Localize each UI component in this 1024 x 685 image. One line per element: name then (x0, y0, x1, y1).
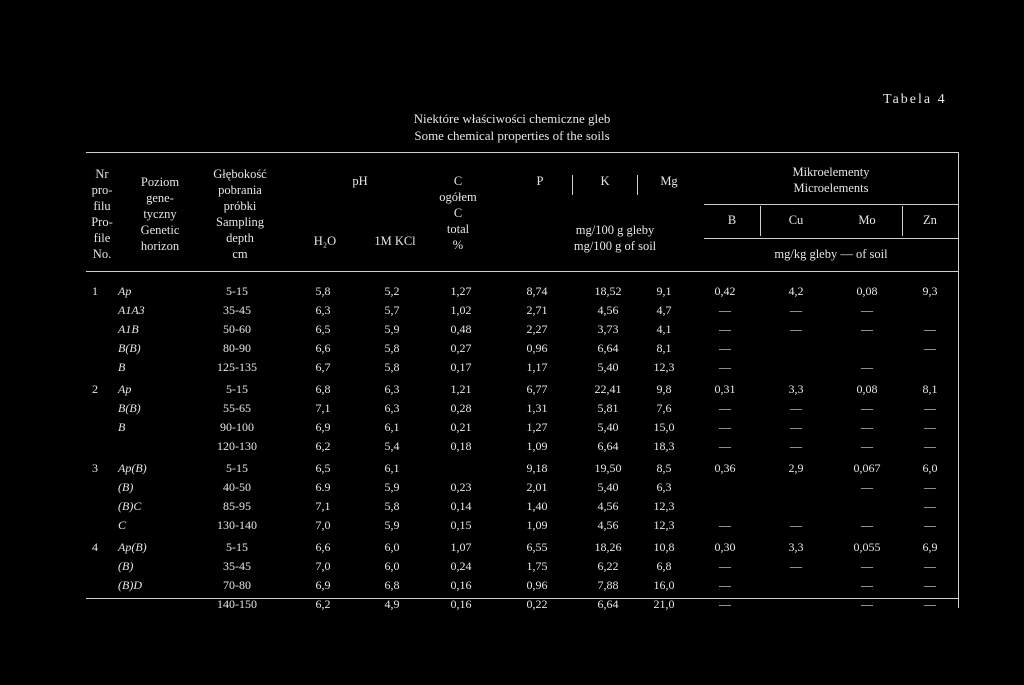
cell-k: 5,40 (597, 360, 619, 374)
cell-h2o: 6,6 (315, 540, 331, 554)
header-mg: Mg (660, 174, 678, 188)
cell-depth: 50-60 (223, 322, 251, 336)
cell-kcl: 6,3 (384, 401, 400, 415)
cell-nr (86, 478, 118, 497)
cell-c: 0,17 (450, 360, 472, 374)
cell-zn: 6,9 (922, 540, 938, 554)
cell-mo: — (861, 559, 873, 573)
cell-h2o: 6,9 (315, 420, 331, 434)
cell-zn: — (924, 518, 936, 532)
cell-mg: 10,8 (653, 540, 675, 554)
cell-zn: 8,1 (922, 382, 938, 396)
table-row (86, 282, 958, 301)
cell-cu: — (790, 439, 802, 453)
cell-horizon: B(B) (118, 341, 141, 355)
cell-depth: 35-45 (223, 559, 251, 573)
cell-nr (86, 418, 118, 437)
cell-b: 0,36 (714, 461, 736, 475)
cell-c: 0,16 (450, 597, 472, 611)
cell-p: 1,75 (526, 559, 548, 573)
cell-depth: 40-50 (223, 480, 251, 494)
cell-kcl: 5,8 (384, 360, 400, 374)
cell-b: — (719, 341, 731, 355)
right-border-rule (958, 152, 959, 608)
cell-b: — (719, 439, 731, 453)
cell-cu: — (790, 559, 802, 573)
cell-mo: 0,067 (853, 461, 881, 475)
cell-cu: — (790, 303, 802, 317)
cell-horizon: Ap(B) (118, 461, 147, 475)
header-microelements: Mikroelementy Microelements (792, 165, 870, 195)
cell-k: 4,56 (597, 518, 619, 532)
cell-nr (86, 516, 118, 535)
header-carbon: C ogółem C total % (439, 174, 477, 252)
cell-kcl: 4,9 (384, 597, 400, 611)
cell-zn: — (924, 401, 936, 415)
cell-kcl: 6,8 (384, 578, 400, 592)
cell-mg: 9,8 (656, 382, 672, 396)
cell-h2o: 6,6 (315, 341, 331, 355)
cell-mg: 7,6 (656, 401, 672, 415)
cell-kcl: 5,7 (384, 303, 400, 317)
cell-k: 6,64 (597, 597, 619, 611)
cell-k: 5,81 (597, 401, 619, 415)
cell-nr (86, 557, 118, 576)
cell-kcl: 5,8 (384, 499, 400, 513)
cell-depth: 125-135 (217, 360, 257, 374)
cell-mg: 6,3 (656, 480, 672, 494)
cell-nr: 4 (92, 540, 98, 554)
cell-mo: — (861, 578, 873, 592)
cell-zn: — (924, 578, 936, 592)
k-mg-divider (637, 175, 638, 195)
cell-h2o: 6.9 (315, 480, 331, 494)
header-ph-kcl: 1M KCl (374, 234, 416, 248)
table-row (86, 497, 958, 516)
cell-h2o: 7,1 (315, 499, 331, 513)
cell-nr (86, 358, 118, 377)
cell-nr (86, 320, 118, 339)
cell-mg: 4,1 (656, 322, 672, 336)
cell-mg: 12,3 (653, 499, 675, 513)
cell-k: 3,73 (597, 322, 619, 336)
cell-k: 5,40 (597, 480, 619, 494)
cell-k: 19,50 (594, 461, 622, 475)
cell-zn: — (924, 322, 936, 336)
cell-p: 0,96 (526, 341, 548, 355)
cell-h2o: 6,2 (315, 597, 331, 611)
cell-kcl: 6,0 (384, 540, 400, 554)
header-p: P (536, 174, 544, 188)
cell-nr (86, 339, 118, 358)
header-profile-number: Nr pro- filu Pro- file No. (91, 167, 113, 261)
cell-nr: 2 (92, 382, 98, 396)
cell-depth: 90-100 (220, 420, 254, 434)
cell-p: 2,27 (526, 322, 548, 336)
cell-mg: 16,0 (653, 578, 675, 592)
cell-b: — (719, 597, 731, 611)
cell-c: 0,14 (450, 499, 472, 513)
cell-c: 0,18 (450, 439, 472, 453)
cell-h2o: 6,5 (315, 461, 331, 475)
cell-horizon: A1A3 (118, 303, 145, 317)
cell-c: 0,23 (450, 480, 472, 494)
table-row (86, 399, 958, 418)
cell-zn (902, 301, 958, 320)
cell-h2o: 7,0 (315, 518, 331, 532)
cell-b (690, 478, 760, 497)
cell-k: 6,64 (597, 439, 619, 453)
cell-mo: — (861, 518, 873, 532)
cell-mo: — (861, 360, 873, 374)
cell-p: 1,31 (526, 401, 548, 415)
header-pkmg-unit: mg/100 g gleby mg/100 g of soil (573, 223, 657, 253)
cell-p: 6,55 (526, 540, 548, 554)
cell-depth: 5-15 (226, 461, 248, 475)
cell-h2o: 6,3 (315, 303, 331, 317)
cell-c: 0,16 (450, 578, 472, 592)
cell-kcl: 6,3 (384, 382, 400, 396)
cell-c (426, 456, 496, 478)
cell-depth: 35-45 (223, 303, 251, 317)
cell-k: 7,88 (597, 578, 619, 592)
cell-c: 0,48 (450, 322, 472, 336)
p-k-divider (572, 175, 573, 195)
cell-c: 0,24 (450, 559, 472, 573)
cell-h2o: 6,5 (315, 322, 331, 336)
cell-depth: 5-15 (226, 382, 248, 396)
cell-cu: — (790, 420, 802, 434)
header-top-rule (86, 152, 958, 153)
cell-k: 6,22 (597, 559, 619, 573)
cell-horizon: B(B) (118, 401, 141, 415)
table-row (86, 557, 958, 576)
cell-kcl: 5,9 (384, 480, 400, 494)
header-horizon: Poziom gene- tyczny Genetic horizon (140, 175, 180, 253)
cell-k: 18,26 (594, 540, 622, 554)
cell-kcl: 5,4 (384, 439, 400, 453)
cell-zn: — (924, 420, 936, 434)
cell-p: 1,17 (526, 360, 548, 374)
header-ph: pH (352, 174, 368, 188)
cell-cu (760, 358, 832, 377)
cell-b: 0,42 (714, 284, 736, 298)
cell-p: 0,22 (526, 597, 548, 611)
table-row (86, 320, 958, 339)
cell-mg: 21,0 (653, 597, 675, 611)
cell-nr (86, 497, 118, 516)
cell-h2o: 7,0 (315, 559, 331, 573)
cell-k: 22,41 (594, 382, 622, 396)
cell-kcl: 5,9 (384, 322, 400, 336)
cell-mg: 18,3 (653, 439, 675, 453)
cell-zn: — (924, 597, 936, 611)
table-row (86, 437, 958, 456)
cell-mo: 0,08 (856, 382, 878, 396)
cell-kcl: 5,2 (384, 284, 400, 298)
title-english: Some chemical properties of the soils (414, 128, 610, 143)
table-row (86, 456, 958, 478)
cell-mg: 4,7 (656, 303, 672, 317)
cell-b: — (719, 401, 731, 415)
cell-b: — (719, 518, 731, 532)
cell-c: 0,28 (450, 401, 472, 415)
header-mo: Mo (858, 213, 876, 227)
cell-zn: — (924, 499, 936, 513)
header-b: B (727, 213, 737, 227)
cell-nr (86, 595, 118, 614)
title-polish: Niektóre właściwości chemiczne gleb (413, 111, 611, 126)
cell-h2o: 5,8 (315, 284, 331, 298)
cell-kcl: 6,1 (384, 461, 400, 475)
cell-h2o: 6,8 (315, 382, 331, 396)
micro-divider-rule (704, 204, 958, 205)
header-zn: Zn (923, 213, 937, 227)
cell-p: 2,01 (526, 480, 548, 494)
table-row (86, 418, 958, 437)
cell-mo: — (861, 401, 873, 415)
table-label: Tabela 4 (883, 92, 947, 107)
cell-horizon: (B)D (118, 578, 142, 592)
cell-h2o: 6,2 (315, 439, 331, 453)
cell-mo (832, 339, 902, 358)
cell-mo (832, 497, 902, 516)
cell-b: 0,31 (714, 382, 736, 396)
cell-cu (760, 339, 832, 358)
cell-p: 9,18 (526, 461, 548, 475)
cell-horizon: B (118, 360, 126, 374)
cell-p: 1,27 (526, 420, 548, 434)
cell-p: 0,96 (526, 578, 548, 592)
cell-nr (86, 399, 118, 418)
cell-horizon: A1B (118, 322, 139, 336)
cell-mg: 8,1 (656, 341, 672, 355)
cell-depth: 5-15 (226, 284, 248, 298)
cell-p: 1,09 (526, 439, 548, 453)
cell-zn: 6,0 (922, 461, 938, 475)
table-row (86, 535, 958, 557)
cell-b (690, 497, 760, 516)
header-k: K (600, 174, 610, 188)
header-cu: Cu (788, 213, 804, 227)
table-row (86, 516, 958, 535)
cell-cu (760, 497, 832, 516)
cell-nr (86, 437, 118, 456)
cell-p: 2,71 (526, 303, 548, 317)
cell-horizon: Ap (118, 382, 132, 396)
cell-mo: — (861, 439, 873, 453)
cell-mg: 6,8 (656, 559, 672, 573)
cell-depth: 140-150 (217, 597, 257, 611)
cell-k: 5,40 (597, 420, 619, 434)
cell-zn: 9,3 (922, 284, 938, 298)
cell-p: 1,09 (526, 518, 548, 532)
cell-b: — (719, 322, 731, 336)
cell-horizon: (B) (118, 559, 134, 573)
table-row (86, 377, 958, 399)
cell-mo: 0,055 (853, 540, 881, 554)
cell-horizon (118, 595, 186, 614)
cell-mg: 12,3 (653, 518, 675, 532)
cell-b: — (719, 559, 731, 573)
cell-zn: — (924, 480, 936, 494)
cell-kcl: 6,0 (384, 559, 400, 573)
cell-p: 8,74 (526, 284, 548, 298)
table-row (86, 358, 958, 377)
cell-mo: 0,08 (856, 284, 878, 298)
cell-depth: 130-140 (217, 518, 257, 532)
cell-h2o: 7,1 (315, 401, 331, 415)
cell-k: 6,64 (597, 341, 619, 355)
cell-zn: — (924, 559, 936, 573)
cell-cu (760, 478, 832, 497)
cell-c: 0,21 (450, 420, 472, 434)
cell-cu: — (790, 322, 802, 336)
cell-p: 6,77 (526, 382, 548, 396)
cell-nr: 3 (92, 461, 98, 475)
table-row (86, 576, 958, 595)
cell-mg: 12,3 (653, 360, 675, 374)
cell-k: 18,52 (594, 284, 622, 298)
cell-k: 4,56 (597, 303, 619, 317)
table-row (86, 301, 958, 320)
cell-horizon: C (118, 518, 127, 532)
cell-mo: — (861, 420, 873, 434)
cell-b: — (719, 420, 731, 434)
cell-c: 1,02 (450, 303, 472, 317)
cell-cu: — (790, 401, 802, 415)
cell-c: 1,27 (450, 284, 472, 298)
cell-horizon: Ap (118, 284, 132, 298)
header-depth: Głębokość pobrania próbki Sampling depth cm (213, 167, 267, 261)
cell-b: — (719, 360, 731, 374)
cell-depth: 70-80 (223, 578, 251, 592)
cell-horizon: (B) (118, 480, 134, 494)
cell-c: 1,07 (450, 540, 472, 554)
cell-k: 4,56 (597, 499, 619, 513)
cell-kcl: 5,8 (384, 341, 400, 355)
cell-kcl: 6,1 (384, 420, 400, 434)
cell-p: 1,40 (526, 499, 548, 513)
cell-zn (902, 358, 958, 377)
cell-depth: 80-90 (223, 341, 251, 355)
table-row (86, 595, 958, 614)
cell-b: — (719, 303, 731, 317)
cell-mo: — (861, 597, 873, 611)
cell-mg: 15,0 (653, 420, 675, 434)
cell-c: 1,21 (450, 382, 472, 396)
cell-cu: — (790, 518, 802, 532)
cell-cu: 4,2 (788, 284, 804, 298)
cell-zn: — (924, 439, 936, 453)
cell-mo: — (861, 480, 873, 494)
cell-horizon (118, 437, 186, 456)
cell-nr (86, 576, 118, 595)
cell-cu (760, 576, 832, 595)
cell-cu: 2,9 (788, 461, 804, 475)
header-ph-h2o: H₂O (313, 234, 337, 248)
cell-cu (760, 595, 832, 614)
cell-mo: — (861, 303, 873, 317)
cell-depth: 85-95 (223, 499, 251, 513)
cell-c: 0,27 (450, 341, 472, 355)
cell-depth: 120-130 (217, 439, 257, 453)
cell-c: 0,15 (450, 518, 472, 532)
table-row (86, 478, 958, 497)
cell-mo: — (861, 322, 873, 336)
cell-h2o: 6,7 (315, 360, 331, 374)
cell-horizon: (B)C (118, 499, 142, 513)
cell-horizon: Ap(B) (118, 540, 147, 554)
soil-properties-table (86, 282, 958, 614)
cell-cu: 3,3 (788, 382, 804, 396)
cell-cu: 3,3 (788, 540, 804, 554)
cell-depth: 5-15 (226, 540, 248, 554)
header-micro-unit: mg/kg gleby — of soil (774, 247, 888, 261)
cell-h2o: 6,9 (315, 578, 331, 592)
cell-b: 0,30 (714, 540, 736, 554)
cell-nr (86, 301, 118, 320)
cell-horizon: B (118, 420, 126, 434)
cell-mg: 8,5 (656, 461, 672, 475)
cell-b: — (719, 578, 731, 592)
cell-mg: 9,1 (656, 284, 672, 298)
cell-kcl: 5,9 (384, 518, 400, 532)
header-bottom-rule (86, 271, 958, 272)
cell-depth: 55-65 (223, 401, 251, 415)
cell-zn: — (924, 341, 936, 355)
micro-unit-rule (704, 238, 958, 239)
cell-nr: 1 (92, 284, 98, 298)
table-row (86, 339, 958, 358)
